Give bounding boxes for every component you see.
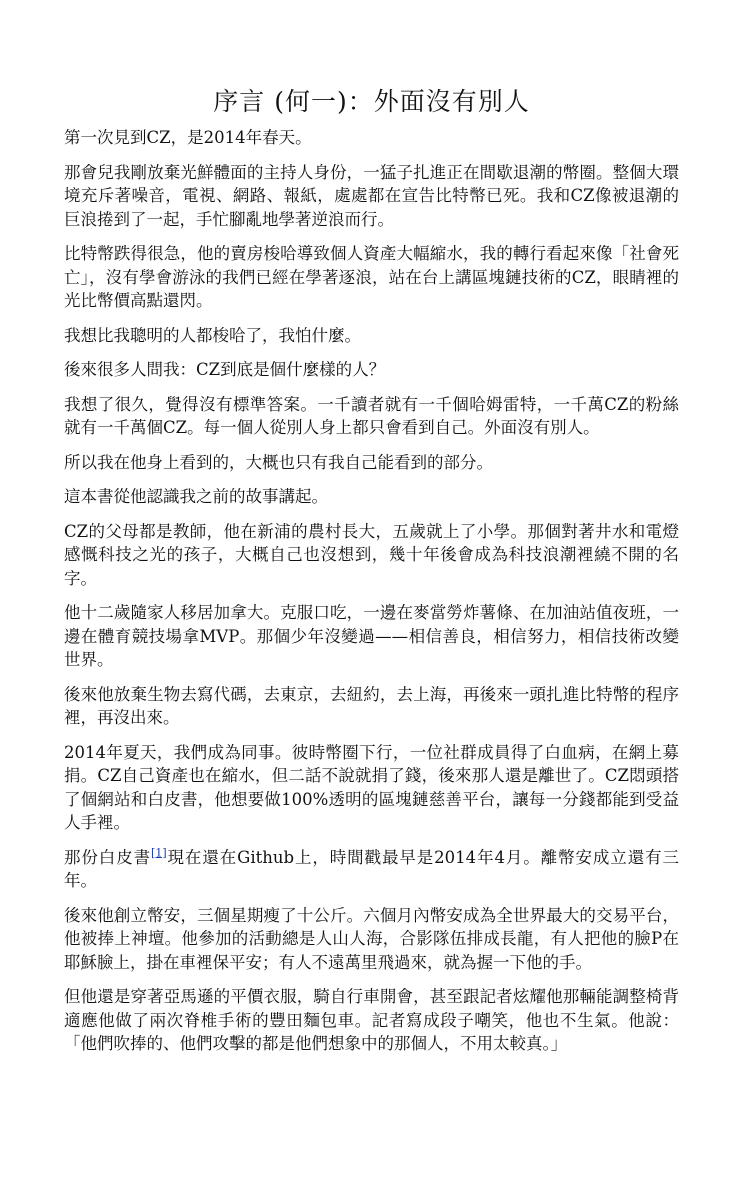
paragraph-founding-binance: 後來他創立幣安，三個星期瘦了十公斤。六個月內幣安成為全世界最大的交易平台，他被捧上神壇。他參加的活動總是人山人海，合影隊伍排成長龍，有人把他的臉P在耶穌臉上，掛在車裡保平安；有人不遠萬里飛過來，就為握一下他的手。: [64, 905, 679, 972]
paragraph-bitcoin-crash: 比特幣跌得很急，他的賣房梭哈導致個人資產大幅縮水，我的轉行看起來像「社會死亡」，沒有學會游泳的我們已經在學著逐浪，站在台上講區塊鏈技術的CZ，眼睛裡的光比幣價高點還閃。: [64, 244, 679, 310]
footnote-link[interactable]: [1]: [151, 846, 167, 859]
whitepaper-text-after: 現在還在Github上，時間戳最早是2014年4月。離幣安成立還有三年。: [64, 847, 680, 890]
paragraph-question: 後來很多人問我：CZ到底是個什麼樣的人？: [64, 360, 386, 379]
paragraph-host-career: 那會兒我剛放棄光鮮體面的主持人身份，一猛子扎進正在間歇退潮的幣圈。整個大環境充斥著噪音，電視、網路、報紙，處處都在宣告比特幣已死。我和CZ像被退潮的巨浪捲到了一起，手忙腳亂地學著逆浪而行。: [64, 162, 679, 229]
paragraph-humble: 但他還是穿著亞馬遜的平價衣服，騎自行車開會，甚至跟記者炫耀他那輛能調整椅背適應他做了兩次脊椎手術的豐田麵包車。記者寫成段子嘲笑，他也不生氣。他說：「他們吹捧的、他們攻擊的都是他們想象中的那個人，不用太較真。」: [64, 987, 679, 1053]
paragraph-whitepaper: [64, 846, 679, 893]
paragraph-coding: 後來他放棄生物去寫代碼，去東京，去紐約，去上海，再後來一頭扎進比特幣的程序裡，再沒出來。: [64, 684, 679, 727]
paragraph-what-i-see: 所以我在他身上看到的，大概也只有我自己能看到的部分。: [64, 452, 493, 472]
paragraph-first-meeting: 第一次見到CZ，是2014年春天。: [64, 128, 312, 147]
paragraph-book-start: 這本書從他認識我之前的故事講起。: [64, 487, 328, 506]
paragraph-canada: 他十二歲隨家人移居加拿大。克服口吃，一邊在麥當勞炸薯條、在加油站值夜班，一邊在體育競技場拿MVP。那個少年沒變過——相信善良，相信努力，相信技術改變世界。: [64, 603, 679, 669]
paragraph-childhood: CZ的父母都是教師，他在新浦的農村長大，五歲就上了小學。那個對著井水和電燈感慨科技之光的孩子，大概自己也沒想到，幾十年後會成為科技浪潮裡繞不開的名字。: [64, 521, 679, 588]
paragraph-charity: 2014年夏天，我們成為同事。彼時幣圈下行，一位社群成員得了白血病，在網上募捐。CZ自己資產也在縮水，但二話不說就捐了錢，後來那人還是離世了。CZ悶頭搭了個網站和白皮書，他想要做100%透明的區塊鏈慈善平台，讓每一分錢都能到受益人手裡。: [64, 742, 679, 832]
whitepaper-text-before: 那份白皮書: [64, 847, 152, 867]
page-title: 序言 (何一)：外面沒有別人: [213, 87, 530, 116]
paragraph-all-in: 我想比我聰明的人都梭哈了，我怕什麼。: [64, 325, 361, 345]
paragraph-no-answer: 我想了很久，覺得沒有標準答案。一千讀者就有一千個哈姆雷特，一千萬CZ的粉絲就有一千萬個CZ。每一個人從別人身上都只會看到自己。外面沒有別人。: [64, 394, 679, 437]
